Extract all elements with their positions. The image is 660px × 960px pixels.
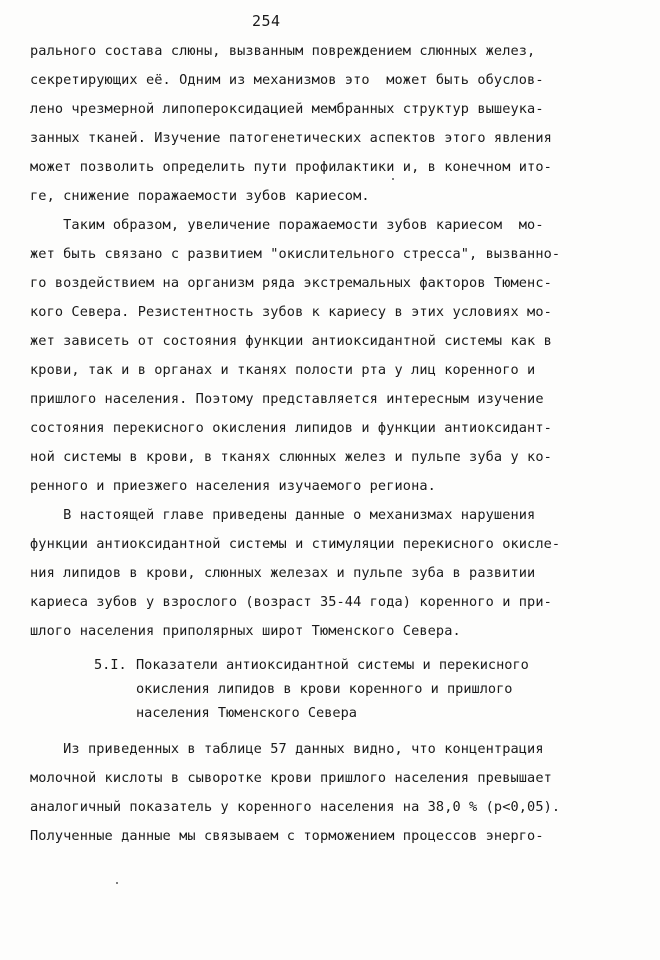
text-line: Таким образом, увеличение поражаемости зубов кариесом мо- — [30, 217, 544, 233]
text-line: молочной кислоты в сыворотке крови пришлого населения превышает — [30, 770, 552, 786]
text-line: ной системы в крови, в тканях слюнных желез и пульпе зуба у ко- — [30, 449, 552, 465]
text-line: ренного и приезжего населения изучаемого региона. — [30, 478, 436, 494]
section-title-line: Показатели антиоксидантной системы и перекисного — [136, 657, 529, 673]
text-line: ге, снижение поражаемости зубов кариесом. — [30, 188, 370, 204]
text-line: кого Севера. Резистентность зубов к кариесу в этих условиях мо- — [30, 304, 552, 320]
section-title-line: окисления липидов в крови коренного и пришлого — [136, 681, 513, 697]
text-line: жет зависеть от состояния функции антиоксидантной системы как в — [30, 333, 552, 349]
page-number: 254 — [252, 12, 281, 30]
text-line: может позволить определить пути профилактики и, в конечном ито- — [30, 159, 552, 175]
text-line: Из приведенных в таблице 57 данных видно, что концентрация — [30, 741, 544, 757]
text-line: секретирующих её. Одним из механизмов это может быть обуслов- — [30, 72, 544, 88]
text-line: кариеса зубов у взрослого (возраст 35-44 года) коренного и при- — [30, 594, 552, 610]
text-line: Полученные данные мы связываем с торможением процессов энерго- — [30, 828, 544, 844]
text-line: лено чрезмерной липопероксидацией мембранных структур вышеука- — [30, 101, 544, 117]
text-line: состояния перекисного окисления липидов и функции антиоксидант- — [30, 420, 552, 436]
text-line: функции антиоксидантной системы и стимуляции перекисного окисле- — [30, 536, 561, 552]
text-line: рального состава слюны, вызванным повреждением слюнных желез, — [30, 43, 536, 59]
text-line: ния липидов в крови, слюнных железах и пульпе зуба в развитии — [30, 565, 536, 581]
scan-speck — [392, 178, 394, 180]
text-line: го воздействием на организм ряда экстремальных факторов Тюменс- — [30, 275, 552, 291]
section-title-line: населения Тюменского Севера — [136, 705, 357, 721]
scan-speck — [116, 882, 118, 884]
text-line: аналогичный показатель у коренного населения на 38,0 % (р<0,05). — [30, 799, 561, 815]
text-line: пришлого населения. Поэтому представляется интересным изучение — [30, 391, 544, 407]
text-line: В настоящей главе приведены данные о механизмах нарушения — [30, 507, 536, 523]
text-line: жет быть связано с развитием "окислительного стресса", вызванно- — [30, 246, 561, 262]
text-line: занных тканей. Изучение патогенетических аспектов этого явления — [30, 130, 552, 146]
text-line: крови, так и в органах и тканях полости рта у лиц коренного и — [30, 362, 536, 378]
text-line: шлого населения приполярных широт Тюменского Севера. — [30, 623, 461, 639]
section-number: 5.I. — [94, 657, 127, 673]
